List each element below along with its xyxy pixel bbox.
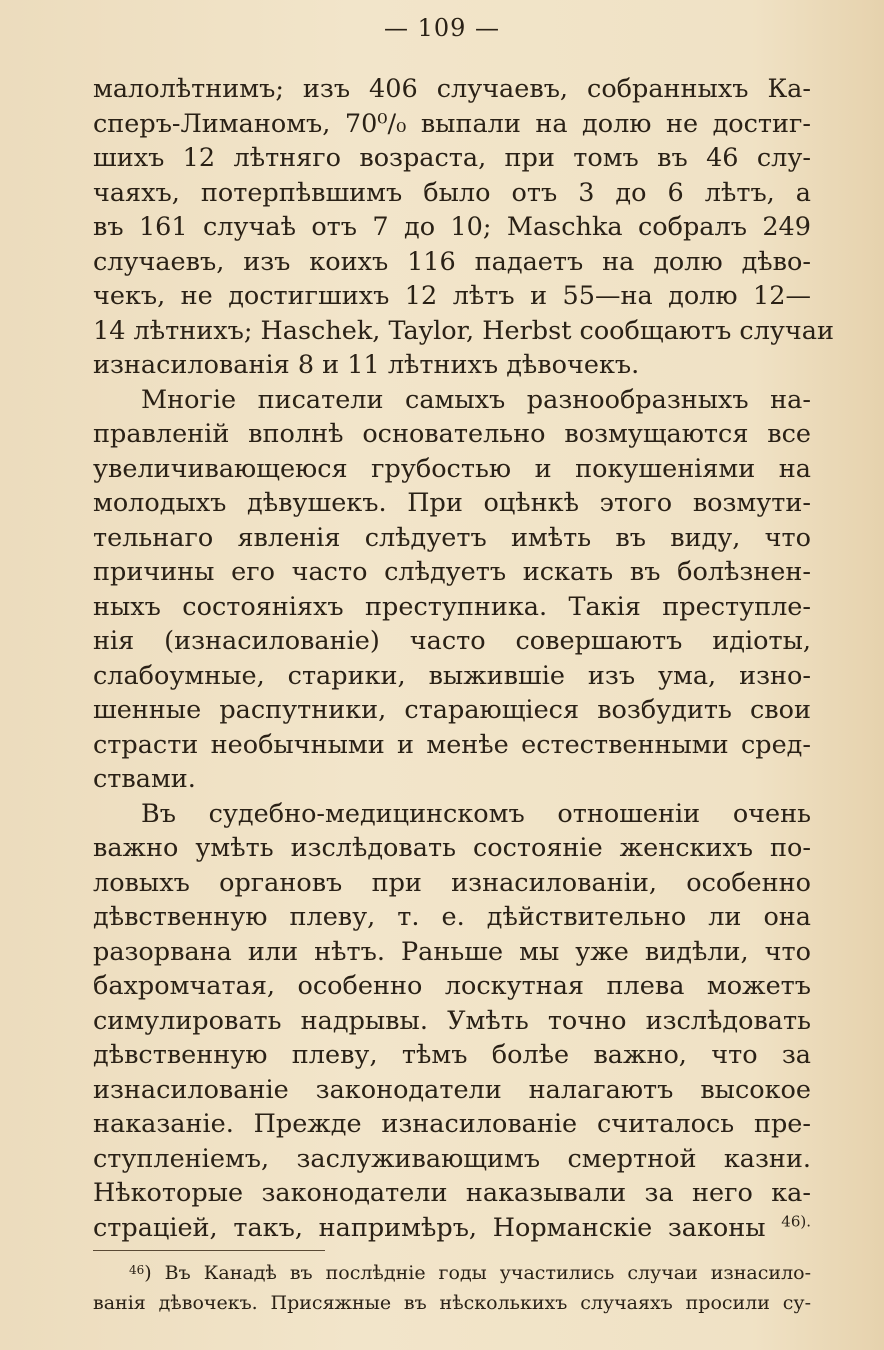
text-line: важно умѣть изслѣдовать состояніе женскихъ по- xyxy=(93,833,811,863)
text-line: симулировать надрывы. Умѣть точно изслѣдовать xyxy=(93,1005,811,1036)
text-line: страсти необычными и менѣе естественными сред- xyxy=(93,729,811,760)
footnote-line xyxy=(93,1258,811,1288)
text-line: шихъ 12 лѣтняго возраста, при томъ въ 46 слу- xyxy=(93,143,811,173)
paragraph-3 xyxy=(93,797,811,1246)
text-line: дѣвственную плеву, т. е. дѣйствительно ли она xyxy=(93,902,811,932)
text-line: сперъ-Лиманомъ, 70⁰/₀ выпали на долю не достиг- xyxy=(93,108,811,139)
text-line: изнасилованія 8 и 11 лѣтнихъ дѣвочекъ. xyxy=(93,350,640,380)
text-line: чекъ, не достигшихъ 12 лѣтъ и 55—на долю 12— xyxy=(93,281,811,311)
text-line: чаяхъ, потерпѣвшимъ было отъ 3 до 6 лѣтъ, а xyxy=(93,177,811,208)
text-line: ныхъ состояніяхъ преступника. Такія преступле- xyxy=(93,591,811,622)
text-line: разорвана или нѣтъ. Раньше мы уже видѣли, что xyxy=(93,936,811,967)
text-line: малолѣтнимъ; изъ 406 случаевъ, собранныхъ Ка- xyxy=(93,74,811,104)
footnote-line-text: ) Въ Канадѣ въ послѣдніе годы участились случаи изнасило- xyxy=(144,1262,811,1284)
paragraph-2 xyxy=(93,383,811,797)
page-number: — 109 — xyxy=(383,14,501,42)
text-line: молодыхъ дѣвушекъ. При оцѣнкѣ этого возмути- xyxy=(93,488,811,518)
footnote-reference[interactable]: 46). xyxy=(781,1212,811,1230)
text-line: увеличивающеюся грубостью и покушеніями на xyxy=(93,453,811,484)
text-line: причины его часто слѣдуетъ искать въ болѣзнен- xyxy=(93,557,811,587)
text-line: ловыхъ органовъ при изнасилованіи, особенно xyxy=(93,867,811,898)
text-line-content: страціей, такъ, напримѣръ, Норманскіе законы xyxy=(93,1212,766,1243)
text-line: правленій вполнѣ основательно возмущаются все xyxy=(93,419,811,449)
text-line: шенные распутники, старающіеся возбудить свои xyxy=(93,695,811,725)
text-line: Нѣкоторые законодатели наказывали за него ка- xyxy=(93,1178,811,1208)
text-line: 14 лѣтнихъ; Haschek, Taylor, Herbst сообщаютъ случаи xyxy=(93,315,834,346)
text-line: случаевъ, изъ коихъ 116 падаетъ на долю дѣво- xyxy=(93,246,811,277)
footnote-line: ванія дѣвочекъ. Присяжные въ нѣсколькихъ случаяхъ просили су- xyxy=(93,1292,811,1314)
text-line: наказаніе. Прежде изнасилованіе считалось пре- xyxy=(93,1109,811,1139)
text-line xyxy=(93,1211,811,1246)
paragraph-1 xyxy=(93,72,834,383)
text-line: ступленіемъ, заслуживающимъ смертной казни. xyxy=(93,1143,811,1174)
text-line: въ 161 случаѣ отъ 7 до 10; Maschka собралъ 249 xyxy=(93,212,811,242)
text-line: тельнаго явленія слѣдуетъ имѣть въ виду, что xyxy=(93,522,811,553)
text-line: слабоумные, старики, выжившіе изъ ума, изно- xyxy=(93,660,811,691)
text-line: Въ судебно-медицинскомъ отношеніи очень xyxy=(141,798,811,829)
text-line: бахромчатая, особенно лоскутная плева можетъ xyxy=(93,971,811,1001)
main-text xyxy=(93,72,834,1245)
footnote-divider xyxy=(93,1250,325,1251)
text-line: нія (изнасилованіе) часто совершаютъ идіоты, xyxy=(93,626,811,656)
footnote-marker: 46 xyxy=(129,1263,145,1277)
text-line: Многіе писатели самыхъ разнообразныхъ на- xyxy=(141,384,811,415)
text-line: изнасилованіе законодатели налагаютъ высокое xyxy=(93,1074,811,1105)
text-line: ствами. xyxy=(93,764,196,794)
footnote xyxy=(93,1258,811,1318)
text-line: дѣвственную плеву, тѣмъ болѣе важно, что за xyxy=(93,1040,811,1070)
